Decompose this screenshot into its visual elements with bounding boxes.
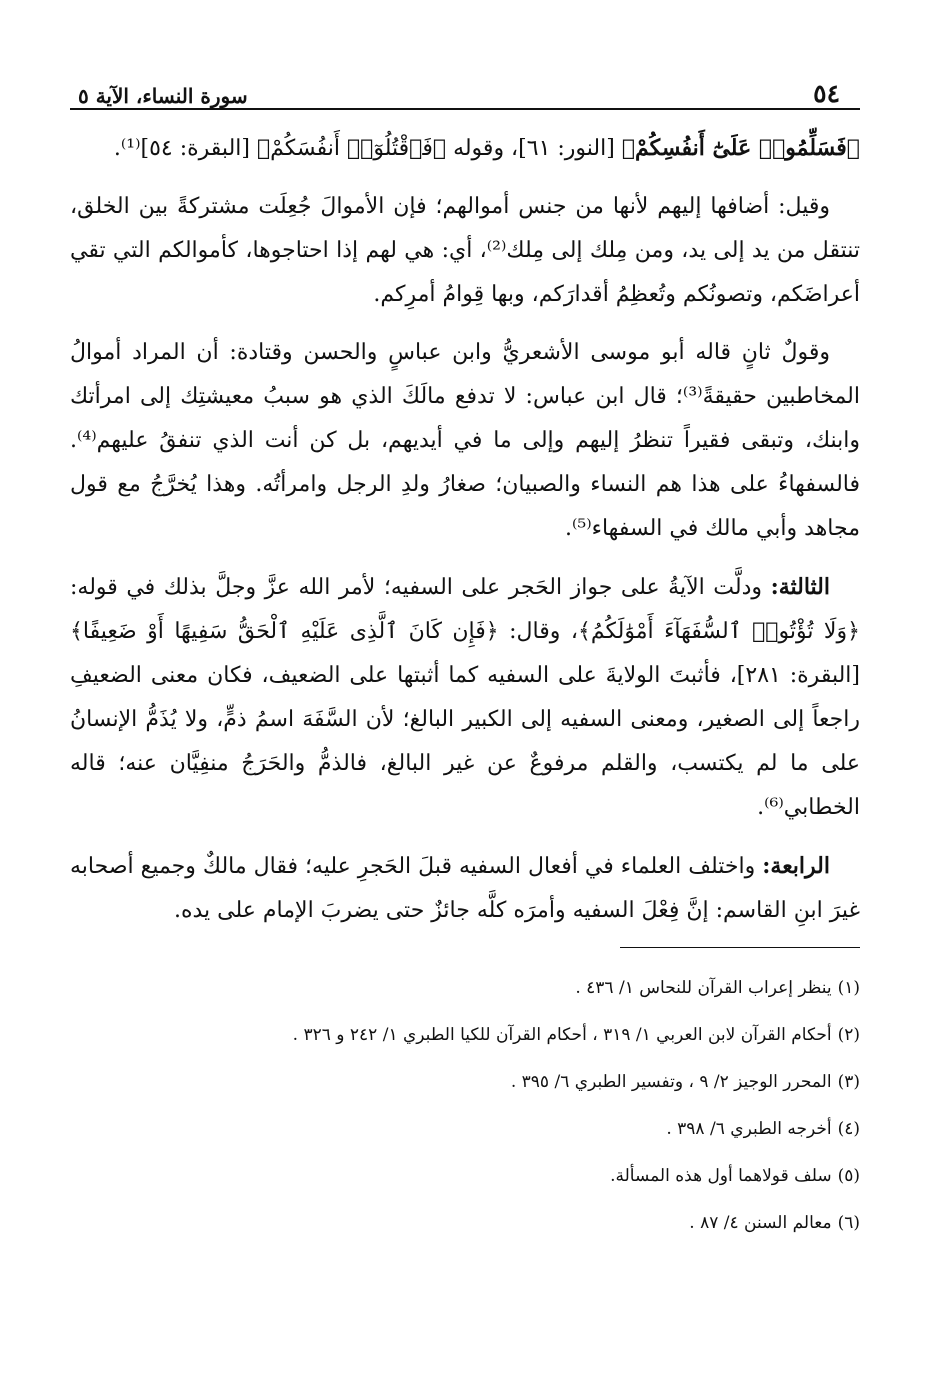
paragraph-text: وقولٌ ثانٍ قاله أبو موسى الأشعريُّ وابن عباسٍ والحسن وقتادة: أن المراد أموالُ المخاطبين حقيقةً⁽³⁾؛ قال ابن عباس: لا تدفع مالَكَ الذي هو سببُ معيشتِك إلى امرأتك وابنك، وتبقى فقيراً تنظرُ إليهم وإلى ما في أيديهم، بل كن أنت الذي تنفقُ عليهم⁽⁴⁾. فالسفهاءُ على هذا هم النساء والصبيان؛ صغارُ ولدِ الرجل وامرأتُه. وهذا يُخرَّجُ مع قول مجاهد وأبي مالك في السفهاء⁽⁵⁾. [70,340,860,541]
footnote-number: (٤) [837,1119,860,1139]
page-header [70,70,860,110]
issue-label: الثالثة: [770,574,830,600]
footnote-text: ينظر إعراب القرآن للنحاس ١/ ٤٣٦ . [575,978,832,998]
footnote-number: (٣) [837,1072,860,1092]
book-page [70,70,860,1258]
footnote-number: (١) [837,978,860,998]
footnote-number: (٦) [837,1213,860,1233]
quran-quote: ﴿فَسَلِّمُوا۟ عَلَىٰٓ أَنفُسِكُمْ﴾ [621,135,860,161]
paragraph [70,565,860,830]
main-text [70,126,860,933]
issue-label: الرابعة: [762,853,830,879]
footnote-text: المحرر الوجيز ٢/ ٩ ، وتفسير الطبري ٦/ ٣٩٥ . [510,1072,832,1092]
footnote [70,1211,860,1235]
paragraph-text: وقيل: أضافها إليهم لأنها من جنس أموالهم؛ فإن الأموالَ جُعِلَت مشتركةً بين الخلق، تنتقل من يد إلى يد، ومن مِلك إلى مِلك⁽²⁾، أي: هي لهم إذا احتاجوها، كأموالكم التي تقي أعراضَكم، وتصونُكم وتُعظِمُ أقدارَكم، وبها قِوامُ أمرِكم. [70,194,860,307]
running-title: سورة النساء، الآية ٥ [78,84,248,108]
paragraph-text: [النور: ٦١]، وقوله ﴿فَٱقْتُلُوٓا۟ أَنفُسَكُمْ﴾ [البقرة: ٥٤]⁽¹⁾. [113,136,615,161]
footnote [70,1070,860,1094]
footnote-separator [620,947,860,948]
paragraph-text: ودلَّت الآيةُ على جواز الحَجر على السفيه؛ لأمر الله عزَّ وجلَّ بذلك في قوله: ﴿وَلَا تُؤْتُوا۟ ٱلسُّفَهَآءَ أَمْوَٰلَكُمُ﴾، وقال: ﴿فَإِن كَانَ ٱلَّذِى عَلَيْهِ ٱلْحَقُّ سَفِيهًا أَوْ ضَعِيفًا﴾ [البقرة: ٢٨١]، فأثبتَ الولايةَ على السفيه كما أثبتها على الضعيف، فكان معنى الضعيفِ راجعاً إلى الصغير، ومعنى السفيه إلى الكبير البالغ؛ لأن السَّفَهَ اسمُ ذمٍّ، ولا يُذَمُّ الإنسانُ على ما لم يكتسب، والقلم مرفوعٌ عن غير البالغ، فالذمُّ والحَرَجُ منفِيَّان عنه؛ قاله الخطابي⁽⁶⁾. [70,575,860,820]
footnote [70,1023,860,1047]
footnote [70,1117,860,1141]
footnote-text: معالم السنن ٤/ ٨٧ . [689,1213,832,1233]
footnote-text: أخرجه الطبري ٦/ ٣٩٨ . [666,1119,832,1139]
paragraph [70,185,860,317]
footnotes [70,976,860,1235]
footnote [70,1164,860,1188]
footnote-number: (٥) [837,1166,860,1186]
paragraph [70,844,860,933]
footnote-text: سلف قولاهما أول هذه المسألة. [610,1166,832,1186]
footnote-text: أحكام القرآن لابن العربي ١/ ٣١٩ ، أحكام القرآن للكيا الطبري ١/ ٢٤٢ و ٣٢٦ . [292,1025,832,1045]
footnote [70,976,860,1000]
paragraph [70,331,860,551]
page-number: ٥٤ [813,79,840,108]
footnote-number: (٢) [837,1025,860,1045]
paragraph-text: واختلف العلماء في أفعال السفيه قبلَ الحَجرِ عليه؛ فقال مالكٌ وجميع أصحابه غيرَ ابنِ القاسم: إنَّ فِعْلَ السفيه وأمرَه كلَّه جائزٌ حتى يضربَ الإمام على يده. [70,854,860,923]
paragraph [70,126,860,171]
